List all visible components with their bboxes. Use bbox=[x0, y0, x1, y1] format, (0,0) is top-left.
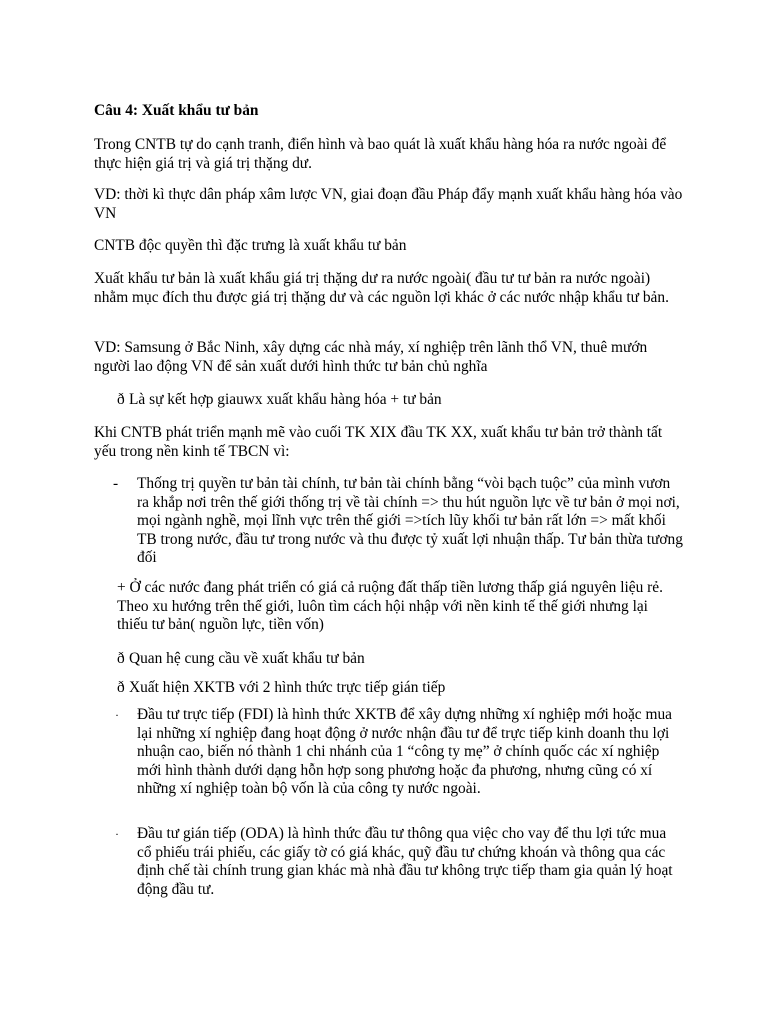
bullet-list-item-fdi bbox=[113, 706, 683, 799]
paragraph-monopoly: CNTB độc quyền thì đặc trưng là xuất khẩu tư bản bbox=[94, 237, 407, 254]
dash-marker: - bbox=[113, 475, 119, 492]
dash-list-item bbox=[113, 475, 683, 568]
arrow-line-3-text: Xuất hiện XKTB với 2 hình thức trực tiếp gián tiếp bbox=[129, 679, 446, 696]
arrow-line-2 bbox=[117, 650, 677, 669]
bullet-list-item-oda bbox=[113, 825, 683, 899]
dash-list-item-text: Thống trị quyền tư bản tài chính, tư bản tài chính bằng “vòi bạch tuộc” của mình vươn ra khắp nơi trên thế giới thống trị về tài chính => thu hút nguồn lực về tư bản ở mọi nơi, mọi ngành nghề, mọi lĩnh vực trên thế giới =>tích lũy khối tư bản rất lớn => mất khối TB trong nước, đầu tư trong nước và thu được tỷ xuất lợi nhuận thấp. Tư bản thừa tương đối bbox=[137, 475, 683, 566]
paragraph-example-2: VD: Samsung ở Bắc Ninh, xây dựng các nhà máy, xí nghiệp trên lãnh thổ VN, thuê mướn người lao động VN để sản xuất dưới hình thức tư bản chủ nghĩa bbox=[94, 339, 648, 375]
arrow-line-3 bbox=[117, 679, 677, 698]
bullet-marker: · bbox=[115, 708, 119, 722]
arrow-marker: ð bbox=[117, 650, 125, 667]
arrow-line-2-text: Quan hệ cung cầu về xuất khẩu tư bản bbox=[129, 650, 365, 667]
plus-list-item: + Ở các nước đang phát triển có giá cả ruộng đất thấp tiền lương thấp giá nguyên liệu rẻ. Theo xu hướng trên thế giới, luôn tìm cách hội nhập với nền kinh tế thế giới nhưng lại thiếu tư bản( nguồn lực, tiền vốn) bbox=[117, 579, 663, 633]
paragraph-definition: Xuất khẩu tư bản là xuất khẩu giá trị thặng dư ra nước ngoài( đầu tư tư bản ra nước ngoài) nhằm mục đích thu được giá trị thặng dư và các nguồn lợi khác ở các nước nhập khẩu tư bản. bbox=[94, 270, 669, 306]
paragraph-intro: Trong CNTB tự do cạnh tranh, điển hình và bao quát là xuất khẩu hàng hóa ra nước ngoài để thực hiện giá trị và giá trị thặng dư. bbox=[94, 136, 667, 172]
bullet-list-item-fdi-text: Đầu tư trực tiếp (FDI) là hình thức XKTB để xây dựng những xí nghiệp mới hoặc mua lại những xí nghiệp đang hoạt động ở nước nhận đầu tư để trực tiếp kinh doanh thu lợi nhuận cao, biến nó thành 1 chi nhánh của 1 “công ty mẹ” ở chính quốc các xí nghiệp mới hình thành dưới dạng hỗn hợp song phương hoặc đa phương, nhưng cũng có xí những xí nghiệp toàn bộ vốn là của công ty nước ngoài. bbox=[137, 706, 672, 797]
arrow-marker: ð bbox=[117, 391, 125, 408]
paragraph-example-1: VD: thời kì thực dân pháp xâm lược VN, giai đoạn đầu Pháp đẩy mạnh xuất khẩu hàng hóa vào VN bbox=[94, 186, 683, 222]
arrow-marker: ð bbox=[117, 679, 125, 696]
bullet-marker: · bbox=[115, 827, 119, 841]
paragraph-reason: Khi CNTB phát triển mạnh mẽ vào cuối TK XIX đầu TK XX, xuất khẩu tư bản trở thành tất yếu trong nền kinh tế TBCN vì: bbox=[94, 424, 663, 460]
arrow-line-1 bbox=[117, 391, 677, 410]
arrow-line-1-text: Là sự kết hợp giauwx xuất khẩu hàng hóa + tư bản bbox=[129, 391, 442, 408]
section-heading: Câu 4: Xuất khẩu tư bản bbox=[94, 102, 259, 119]
bullet-list-item-oda-text: Đầu tư gián tiếp (ODA) là hình thức đầu tư thông qua việc cho vay để thu lợi tức mua cổ phiếu trái phiếu, các giấy tờ có giá khác, quỹ đầu tư chứng khoán và thông qua các định chế tài chính trung gian khác mà nhà đầu tư không trực tiếp tham gia quản lý hoạt động đầu tư. bbox=[137, 825, 673, 898]
